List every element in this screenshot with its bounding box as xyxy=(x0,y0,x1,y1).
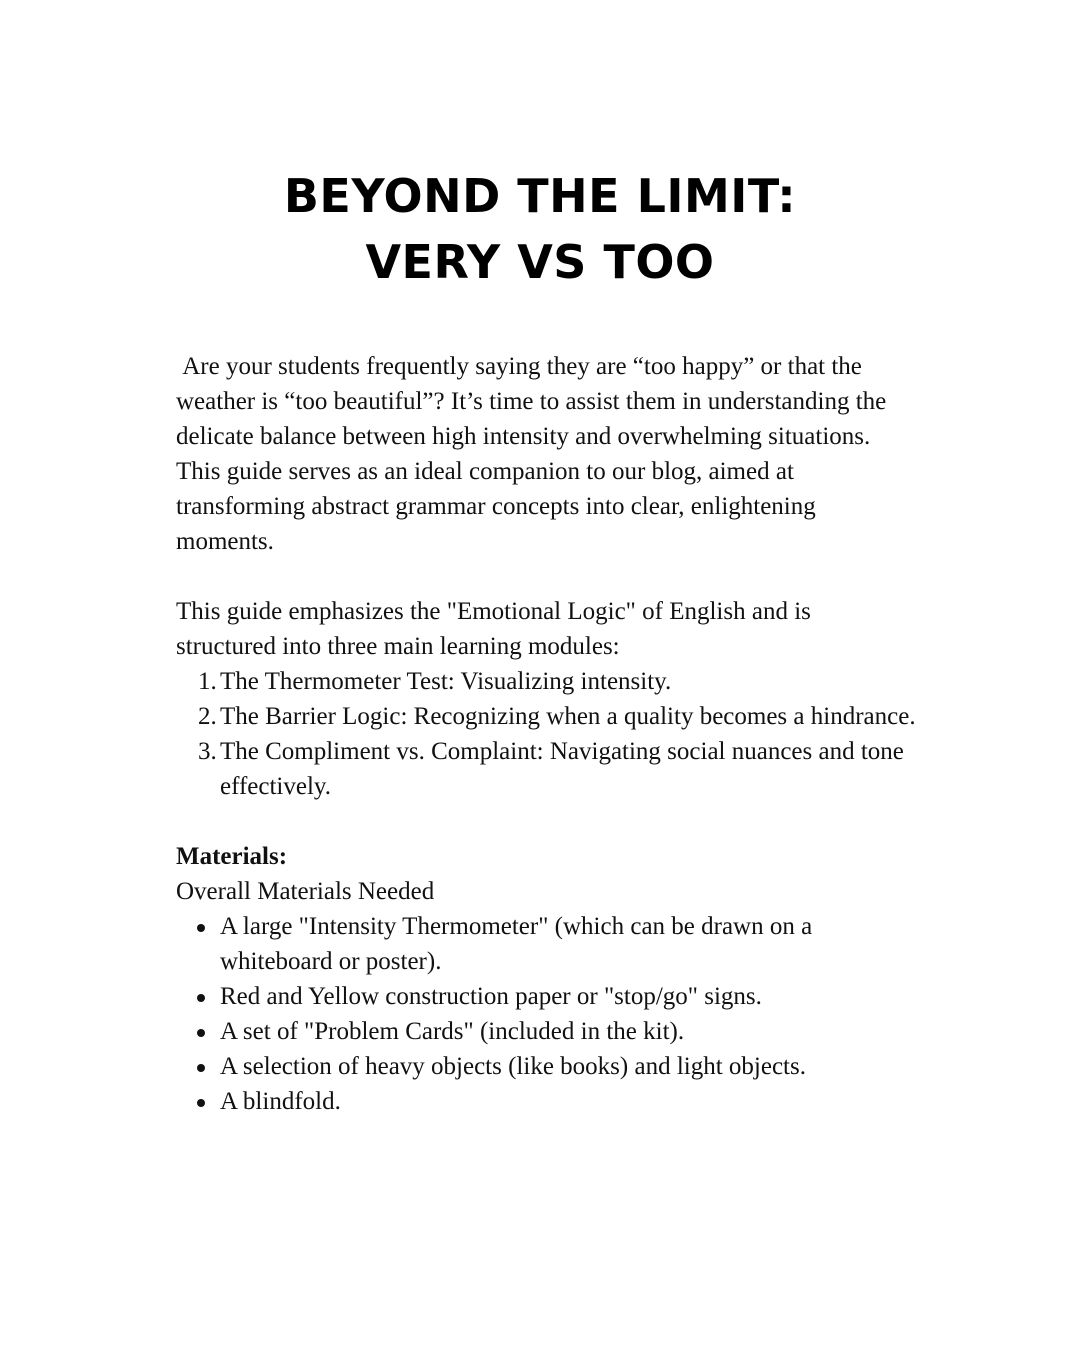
intro-paragraph: Are your students frequently saying they are “too happy” or that the weather is “too beautiful”? It’s time to assist them in understanding the delicate balance between high intensity and overwhelming situations. This guide serves as an ideal companion to our blog, aimed at transforming abstract grammar concepts into clear, enlightening moments. xyxy=(176,353,893,555)
list-item-number: 1. xyxy=(198,668,217,695)
document-body xyxy=(176,349,916,1119)
list-item xyxy=(176,664,916,699)
list-item-number: 3. xyxy=(198,738,217,765)
list-item: A selection of heavy objects (like books) and light objects. xyxy=(176,1049,916,1084)
materials-list xyxy=(176,909,916,1119)
list-item-text: The Compliment vs. Complaint: Navigating social nuances and tone effectively. xyxy=(220,738,904,800)
modules-list xyxy=(176,664,916,804)
list-item: A set of "Problem Cards" (included in the kit). xyxy=(176,1014,916,1049)
list-item: A blindfold. xyxy=(176,1084,916,1119)
modules-intro-paragraph: This guide emphasizes the "Emotional Logic" of English and is structured into three main learning modules: xyxy=(176,598,811,660)
list-item xyxy=(176,734,916,804)
list-item: Red and Yellow construction paper or "stop/go" signs. xyxy=(176,979,916,1014)
page-title xyxy=(0,163,1080,295)
materials-subheading: Overall Materials Needed xyxy=(176,878,435,905)
list-item: A large "Intensity Thermometer" (which can be drawn on a whiteboard or poster). xyxy=(176,909,916,979)
title-line-2: VERY VS TOO xyxy=(365,235,715,289)
list-item-text: The Thermometer Test: Visualizing intensity. xyxy=(220,668,672,695)
list-item-text: The Barrier Logic: Recognizing when a quality becomes a hindrance. xyxy=(220,703,916,730)
spacer xyxy=(176,804,916,839)
spacer xyxy=(176,559,916,594)
list-item-number: 2. xyxy=(198,703,217,730)
list-item xyxy=(176,699,916,734)
title-line-1: BEYOND THE LIMIT: xyxy=(283,169,797,223)
materials-heading: Materials: xyxy=(176,843,288,870)
